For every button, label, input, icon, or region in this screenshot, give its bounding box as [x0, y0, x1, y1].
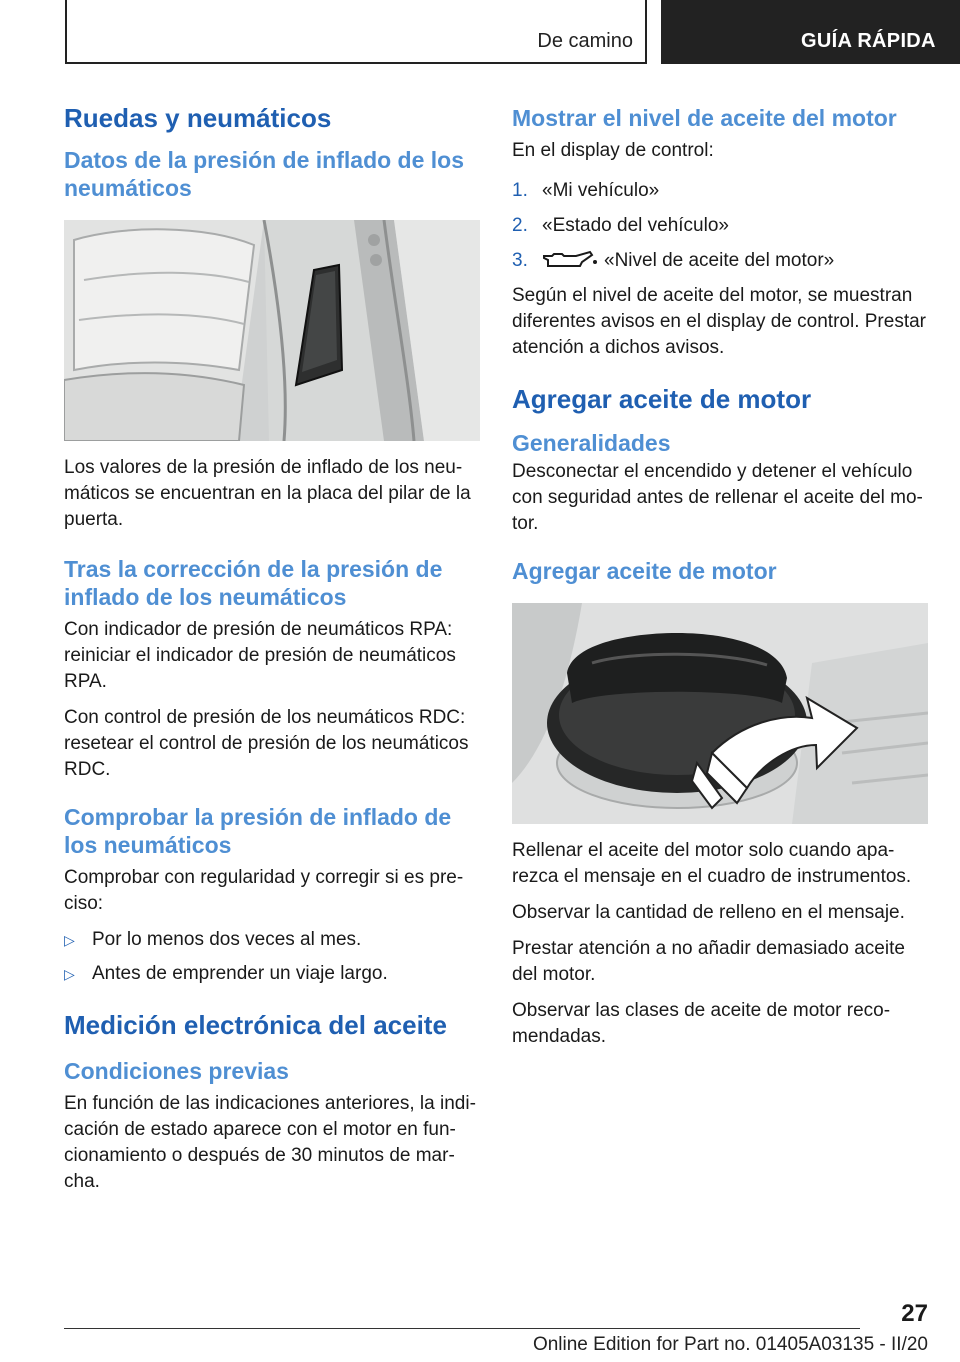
header-tab-quick-guide[interactable]: GUÍA RÁPIDA: [661, 0, 960, 64]
conditions-paragraph: En función de las indicaciones anteriores, la indicación de estado aparece con el motor en funcionamiento o después de 30 minutos de marcha.: [64, 1093, 476, 1192]
rpa-paragraph: Con indicador de presión de neumáticos RPA: reiniciar el indicador de presión de neumáticos RPA.: [64, 619, 456, 692]
heading-oil-measurement: Medición electrónica del aceite: [64, 1010, 447, 1040]
heading-add-oil: Agregar aceite de motor: [512, 384, 812, 414]
steps-list: [512, 178, 928, 274]
oil-can-icon: [542, 250, 598, 270]
list-item: 3. «Nivel de aceite del motor»: [512, 250, 835, 271]
oil-cap-image: [512, 603, 928, 824]
list-item: 1. «Mi vehículo»: [512, 180, 660, 201]
footer-divider: [64, 1328, 860, 1329]
door-pillar-illustration: [64, 220, 480, 441]
heading-after-correction: Tras la corrección de la presión de inflado de los neumáticos: [64, 556, 443, 610]
list-item: 2. «Estado del vehículo»: [512, 215, 729, 236]
list-item: ▷ Antes de emprender un viaje largo.: [64, 961, 480, 987]
oil-cap-illustration: [512, 603, 928, 824]
oil-classes-paragraph: Observar las clases de aceite de motor recomendadas.: [512, 1000, 891, 1047]
check-list: [64, 927, 480, 987]
header-box: [65, 0, 647, 64]
heading-add-oil-sub: Agregar aceite de motor: [512, 558, 777, 584]
rdc-paragraph: Con control de presión de los neumáticos RDC: resetear el control de presión de los neumáticos RDC.: [64, 707, 469, 780]
left-column: [64, 96, 480, 1205]
general-paragraph: Desconectar el encendido y detener el vehículo con seguridad antes de rellenar el aceite del motor.: [512, 461, 923, 534]
quantity-paragraph: Observar la cantidad de relleno en el mensaje.: [512, 902, 905, 923]
not-too-much-paragraph: Prestar atención a no añadir demasiado aceite del motor.: [512, 938, 905, 985]
pressure-values-paragraph: Los valores de la presión de inflado de los neumáticos se encuentran en la placa del pilar de la puerta.: [64, 457, 471, 530]
heading-show-oil-level: Mostrar el nivel de aceite del motor: [512, 105, 897, 131]
oil-level-paragraph: Según el nivel de aceite del motor, se muestran diferentes avisos en el display de control. Prestar atención a dichos avisos.: [512, 285, 926, 358]
refill-paragraph: Rellenar el aceite del motor solo cuando aparezca el mensaje en el cuadro de instrumentos.: [512, 840, 912, 887]
header-section-title: De camino: [537, 30, 633, 52]
heading-pressure-data: Datos de la presión de inflado de los neumáticos: [64, 147, 465, 201]
footer-edition-text: Online Edition for Part no. 01405A03135 - II/20: [532, 1334, 928, 1355]
check-paragraph: Comprobar con regularidad y corregir si es preciso:: [64, 867, 464, 914]
heading-general: Generalidades: [512, 430, 671, 456]
list-item: ▷ Por lo menos dos veces al mes.: [64, 927, 480, 953]
page-number: 27: [901, 1300, 928, 1327]
heading-check-pressure: Comprobar la presión de inflado de los neumáticos: [64, 804, 452, 858]
right-column: [512, 96, 928, 1060]
triangle-bullet-icon: ▷: [64, 932, 75, 948]
display-paragraph: En el display de control:: [512, 140, 714, 161]
triangle-bullet-icon: ▷: [64, 966, 75, 982]
door-pillar-image: [64, 220, 480, 441]
heading-conditions: Condiciones previas: [64, 1058, 289, 1084]
heading-tires: Ruedas y neumáticos: [64, 103, 332, 133]
